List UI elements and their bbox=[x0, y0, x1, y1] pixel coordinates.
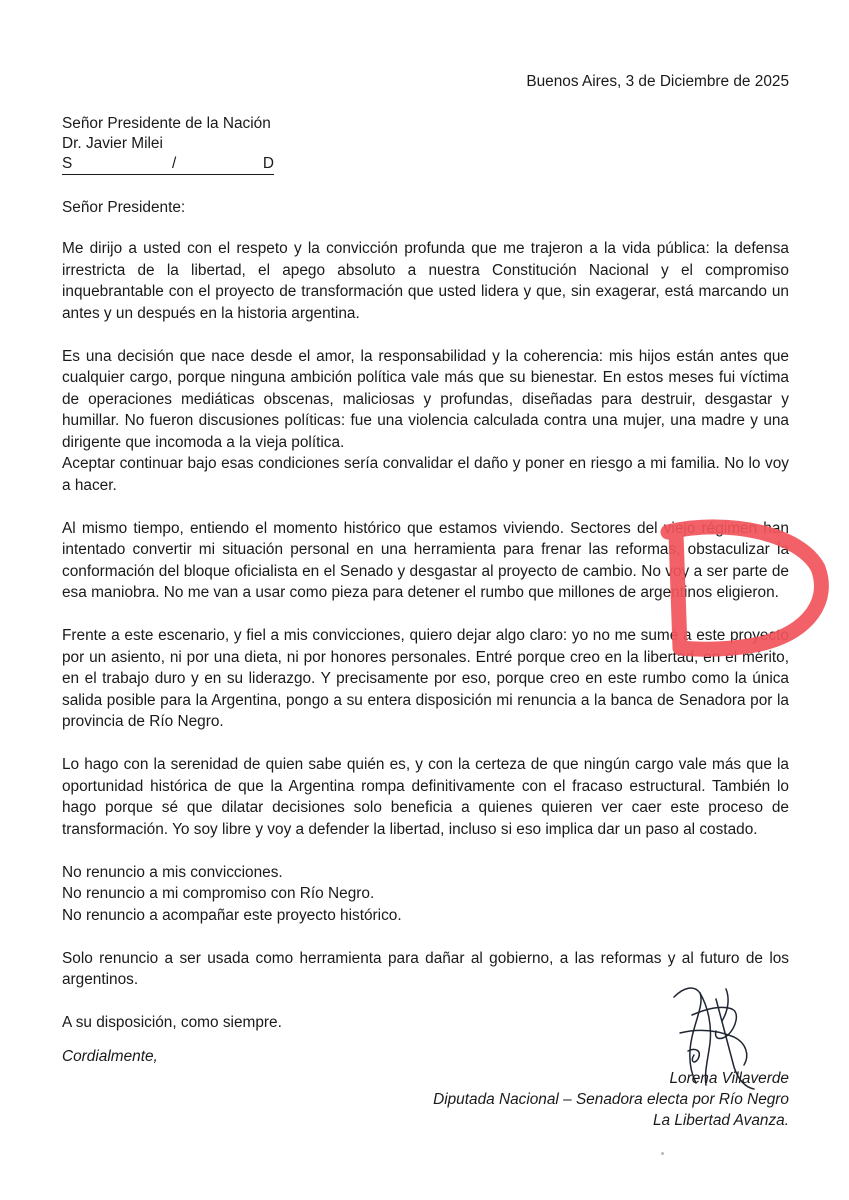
statement-project: No renuncio a acompañar este proyecto histórico. bbox=[62, 906, 402, 924]
addressee-block bbox=[62, 114, 274, 175]
paragraph-serenity: Lo hago con la serenidad de quien sabe quién es, y con la certeza de que ningún cargo vale más que la oportunidad histórica de que la Argentina rompa definitivamente con el fracaso estructural. También lo hago porque sé que dilatar decisiones solo beneficia a quienes quieren ver caer este proceso de transformación. Yo soy libre y voy a defender la libertad, incluso si eso implica dar un paso al costado. bbox=[62, 756, 789, 838]
paragraph-context: Al mismo tiempo, entiendo el momento histórico que estamos viviendo. Sectores del viejo régimen han intentado convertir mi situación personal en una herramienta para frenar las reformas, obstaculizar la conformación del bloque oficialista en el Senado y desgastar al proyecto de cambio. No voy a ser parte de esa maniobra. No me van a usar como pieza para detener el rumbo que millones de argentinos eligieron. bbox=[62, 519, 789, 601]
salutation: Señor Presidente: bbox=[62, 199, 186, 216]
paragraph-disposition: A su disposición, como siempre. bbox=[62, 1014, 282, 1031]
sd-left: S bbox=[62, 155, 73, 172]
sd-right: D bbox=[262, 155, 274, 172]
signatory-title: Diputada Nacional – Senadora electa por Río Negro bbox=[433, 1091, 789, 1108]
su-despacho-line bbox=[62, 154, 274, 175]
paragraph-intro: Me dirijo a usted con el respeto y la convicción profunda que me trajeron a la vida pública: la defensa irrestricta de la libertad, el apego absoluto a nuestra Constitución Nacional y el compromiso inquebrantable con el proyecto de transformación que usted lidera y que, sin exagerar, está marcando un antes y un después en la historia argentina. bbox=[62, 240, 789, 322]
signatory-block bbox=[433, 1068, 789, 1131]
paragraph-decision: Es una decisión que nace desde el amor, la responsabilidad y la coherencia: mis hijos están antes que cualquier cargo, porque ninguna ambición política vale más que su bienestar. En estos meses fui víctima de operaciones mediáticas obscenas, maliciosas y profundas, diseñadas para destruir, desgastar y humillar. No fueron discusiones políticas: fue una violencia calculada contra una mujer, una madre y una dirigente que incomoda a la vieja política. bbox=[62, 347, 789, 451]
paragraph-only-renounce: Solo renuncio a ser usada como herramienta para dañar al gobierno, a las reformas y al futuro de los argentinos. bbox=[62, 949, 789, 988]
paragraph-resignation: Frente a este escenario, y fiel a mis convicciones, quiero dejar algo claro: yo no me sumé a este proyecto por un asiento, ni por una dieta, ni por honores personales. Entré porque creo en la libertad, en el mérito, en el trabajo duro y en su liderazgo. Y precisamente por eso, porque creo en este rumbo como la única salida posible para la Argentina, pongo a su entera disposición mi renuncia a la banca de Senadora por la provincia de Río Negro. bbox=[62, 627, 789, 730]
statement-rio-negro: No renuncio a mi compromiso con Río Negro. bbox=[62, 885, 375, 902]
statement-convictions: No renuncio a mis convicciones. bbox=[62, 863, 283, 881]
signatory-name: Lorena Villaverde bbox=[669, 1070, 789, 1087]
addressee-name: Dr. Javier Milei bbox=[62, 135, 163, 152]
addressee-title: Señor Presidente de la Nación bbox=[62, 115, 271, 132]
sd-slash: / bbox=[172, 155, 177, 172]
red-d-annotation bbox=[640, 510, 835, 660]
scan-speck bbox=[661, 1152, 664, 1155]
closing: Cordialmente, bbox=[62, 1048, 158, 1065]
paragraph-refusal: Aceptar continuar bajo esas condiciones sería convalidar el daño y poner en riesgo a mi familia. No lo voy a hacer. bbox=[62, 455, 789, 494]
date-line: Buenos Aires, 3 de Diciembre de 2025 bbox=[526, 73, 789, 90]
signatory-party: La Libertad Avanza. bbox=[652, 1112, 789, 1129]
